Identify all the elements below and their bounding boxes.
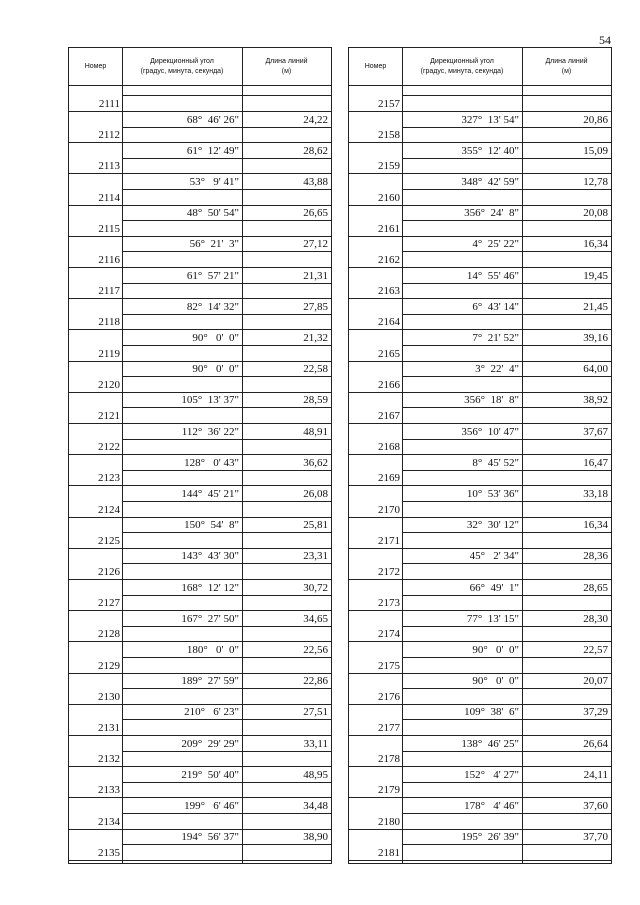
row-separator: [402, 314, 612, 315]
direction-angle: 128° 0' 43": [184, 456, 239, 469]
direction-angle: 68° 46' 26": [186, 113, 239, 126]
line-length: 23,31: [303, 550, 328, 563]
point-number: 2169: [349, 472, 401, 484]
point-number: 2172: [349, 566, 401, 578]
direction-angle: 3° 22' 4": [475, 363, 519, 376]
line-length: 22,57: [583, 643, 608, 656]
point-number: 2115: [69, 223, 121, 235]
direction-angle: 90° 0' 0": [192, 363, 239, 376]
page-number: 54: [599, 33, 611, 47]
line-length: 33,11: [303, 737, 328, 750]
point-number: 2132: [69, 753, 121, 765]
point-number: 2131: [69, 722, 121, 734]
direction-angle: 356° 10' 47": [461, 425, 519, 438]
point-number: 2128: [69, 628, 121, 640]
table-header: [349, 48, 611, 86]
line-length: 28,59: [303, 394, 328, 407]
row-separator: [122, 158, 332, 159]
direction-angle: 7° 21' 52": [472, 331, 519, 344]
direction-angle: 152° 4' 27": [464, 768, 519, 781]
point-number: 2180: [349, 816, 401, 828]
point-number: 2164: [349, 316, 401, 328]
line-length: 43,88: [303, 175, 328, 188]
direction-angle: 199° 6' 46": [184, 799, 239, 812]
line-length: 33,18: [583, 487, 608, 500]
row-separator: [122, 719, 332, 720]
point-number: 2178: [349, 753, 401, 765]
table-header: [69, 48, 331, 86]
line-length: 34,65: [303, 612, 328, 625]
direction-angle: 45° 2' 34": [469, 550, 519, 563]
direction-angle: 195° 26' 39": [461, 831, 519, 844]
direction-angle: 61° 57' 21": [186, 269, 239, 282]
line-length: 27,51: [303, 706, 328, 719]
line-length: 64,00: [583, 363, 608, 376]
row-separator: [402, 657, 612, 658]
direction-angle: 82° 14' 32": [186, 300, 239, 313]
direction-angle: 10° 53' 36": [466, 487, 519, 500]
point-number: 2130: [69, 691, 121, 703]
point-number: 2127: [69, 597, 121, 609]
line-length: 27,85: [303, 300, 328, 313]
row-separator: [122, 127, 332, 128]
line-length: 37,70: [583, 831, 608, 844]
line-length: 24,11: [583, 768, 608, 781]
row-separator: [402, 813, 612, 814]
row-separator: [402, 283, 612, 284]
line-length: 16,34: [583, 519, 608, 532]
point-number: 2112: [69, 129, 121, 141]
header-subrow: [402, 86, 612, 96]
point-number: 2135: [69, 847, 121, 859]
point-number: 2125: [69, 535, 121, 547]
point-number: 2166: [349, 379, 401, 391]
point-number: 2134: [69, 816, 121, 828]
line-length: 34,48: [303, 799, 328, 812]
header-angle: Дирекционный угол (градус, минута, секунда): [140, 58, 224, 75]
direction-angle: 90° 0' 0": [192, 331, 239, 344]
direction-angle: 143° 43' 30": [181, 550, 239, 563]
point-number: 2165: [349, 348, 401, 360]
line-length: 28,30: [583, 612, 608, 625]
point-number: 2113: [69, 160, 121, 172]
row-separator: [122, 314, 332, 315]
direction-angle: 348° 42' 59": [461, 175, 519, 188]
row-separator: [402, 532, 612, 533]
row-separator: [122, 439, 332, 440]
line-length: 24,22: [303, 113, 328, 126]
row-separator: [402, 626, 612, 627]
header-length: Длина линий (м): [265, 58, 308, 75]
line-length: 20,07: [583, 675, 608, 688]
direction-angle: 66° 49' 1": [469, 581, 519, 594]
point-number: 2123: [69, 472, 121, 484]
row-separator: [402, 595, 612, 596]
direction-angle: 90° 0' 0": [472, 675, 519, 688]
direction-angle: 356° 24' 8": [464, 207, 519, 220]
header-point: Номер: [84, 63, 107, 70]
line-length: 30,72: [303, 581, 328, 594]
row-separator: [122, 407, 332, 408]
row-separator: [122, 688, 332, 689]
direction-angle: 48° 50' 54": [186, 207, 239, 220]
line-length: 15,09: [583, 144, 608, 157]
point-number: 2119: [69, 348, 121, 360]
line-length: 26,64: [583, 737, 608, 750]
row-separator: [122, 844, 332, 845]
direction-angle: 327° 13' 54": [461, 113, 519, 126]
row-separator: [402, 782, 612, 783]
direction-angle: 219° 50' 40": [181, 768, 239, 781]
line-length: 37,67: [583, 425, 608, 438]
point-number: 2158: [349, 129, 401, 141]
row-separator: [122, 251, 332, 252]
direction-angle: 109° 38' 6": [464, 706, 519, 719]
row-separator: [122, 376, 332, 377]
point-number: 2157: [349, 98, 401, 110]
direction-angle: 77° 13' 15": [466, 612, 519, 625]
row-separator: [122, 563, 332, 564]
point-number: 2129: [69, 660, 121, 672]
point-number: 2116: [69, 254, 121, 266]
direction-angle: 356° 18' 8": [464, 394, 519, 407]
direction-angle: 180° 0' 0": [186, 643, 239, 656]
header-point: Номер: [364, 63, 387, 70]
line-length: 38,92: [583, 394, 608, 407]
point-number: 2181: [349, 847, 401, 859]
point-number: 2124: [69, 504, 121, 516]
direction-angle: 189° 27' 59": [181, 675, 239, 688]
row-separator: [122, 501, 332, 502]
line-length: 26,65: [303, 207, 328, 220]
row-separator: [402, 251, 612, 252]
row-separator: [122, 657, 332, 658]
line-length: 22,56: [303, 643, 328, 656]
header-length: Длина линий (м): [545, 58, 588, 75]
line-length: 37,60: [583, 799, 608, 812]
row-separator: [122, 595, 332, 596]
point-number: 2159: [349, 160, 401, 172]
direction-angle: 167° 27' 50": [181, 612, 239, 625]
row-separator: [402, 501, 612, 502]
line-length: 21,32: [303, 331, 328, 344]
point-number: 2118: [69, 316, 121, 328]
line-length: 26,08: [303, 487, 328, 500]
line-length: 38,90: [303, 831, 328, 844]
row-separator: [402, 719, 612, 720]
line-length: 19,45: [583, 269, 608, 282]
point-number: 2173: [349, 597, 401, 609]
point-number: 2176: [349, 691, 401, 703]
line-length: 16,34: [583, 238, 608, 251]
point-number: 2175: [349, 660, 401, 672]
line-length: 28,36: [583, 550, 608, 563]
point-number: 2170: [349, 504, 401, 516]
line-length: 27,12: [303, 238, 328, 251]
direction-angle: 355° 12' 40": [461, 144, 519, 157]
row-separator: [402, 844, 612, 845]
row-separator: [402, 751, 612, 752]
line-length: 39,16: [583, 331, 608, 344]
direction-angle: 8° 45' 52": [472, 456, 519, 469]
point-number: 2120: [69, 379, 121, 391]
line-length: 25,81: [303, 519, 328, 532]
line-length: 37,29: [583, 706, 608, 719]
line-length: 22,58: [303, 363, 328, 376]
direction-angle: 14° 55' 46": [466, 269, 519, 282]
point-number: 2126: [69, 566, 121, 578]
row-separator: [122, 283, 332, 284]
point-number: 2179: [349, 784, 401, 796]
line-length: 36,62: [303, 456, 328, 469]
direction-angle: 150° 54' 8": [184, 519, 239, 532]
point-number: 2171: [349, 535, 401, 547]
point-number: 2117: [69, 285, 121, 297]
direction-angle: 210° 6' 23": [184, 706, 239, 719]
row-separator: [122, 345, 332, 346]
row-separator: [402, 439, 612, 440]
line-length: 28,65: [583, 581, 608, 594]
row-separator: [402, 189, 612, 190]
row-separator: [122, 813, 332, 814]
direction-angle: 6° 43' 14": [472, 300, 519, 313]
line-length: 20,08: [583, 207, 608, 220]
row-separator: [122, 220, 332, 221]
row-separator: [122, 782, 332, 783]
direction-angle: 144° 45' 21": [181, 487, 239, 500]
line-length: 48,91: [303, 425, 328, 438]
point-number: 2111: [69, 98, 121, 110]
point-number: 2122: [69, 441, 121, 453]
direction-angle: 209° 29' 29": [181, 737, 239, 750]
line-length: 48,95: [303, 768, 328, 781]
direction-angle: 112° 36' 22": [181, 425, 239, 438]
direction-angle: 168° 12' 12": [181, 581, 239, 594]
direction-angle: 61° 12' 49": [186, 144, 239, 157]
direction-angle: 53° 9' 41": [189, 175, 239, 188]
line-length: 28,62: [303, 144, 328, 157]
coordinates-table-right: [348, 47, 612, 864]
line-length: 16,47: [583, 456, 608, 469]
point-number: 2167: [349, 410, 401, 422]
row-separator: [122, 532, 332, 533]
point-number: 2174: [349, 628, 401, 640]
header-subrow: [122, 86, 332, 96]
row-separator: [122, 189, 332, 190]
line-length: 22,86: [303, 675, 328, 688]
point-number: 2168: [349, 441, 401, 453]
row-separator: [402, 376, 612, 377]
line-length: 21,31: [303, 269, 328, 282]
direction-angle: 194° 56' 37": [181, 831, 239, 844]
point-number: 2177: [349, 722, 401, 734]
header-angle: Дирекционный угол (градус, минута, секунда): [420, 58, 504, 75]
row-separator: [402, 220, 612, 221]
line-length: 21,45: [583, 300, 608, 313]
line-length: 20,86: [583, 113, 608, 126]
line-length: 12,78: [583, 175, 608, 188]
row-separator: [402, 345, 612, 346]
row-separator: [402, 127, 612, 128]
point-number: 2163: [349, 285, 401, 297]
direction-angle: 32° 30' 12": [466, 519, 519, 532]
point-number: 2161: [349, 223, 401, 235]
point-number: 2162: [349, 254, 401, 266]
point-number: 2114: [69, 192, 121, 204]
row-separator: [402, 470, 612, 471]
row-separator: [122, 470, 332, 471]
coordinates-table-left: [68, 47, 332, 864]
row-separator: [122, 626, 332, 627]
row-separator: [122, 751, 332, 752]
row-separator: [402, 563, 612, 564]
point-number: 2160: [349, 192, 401, 204]
direction-angle: 178° 4' 46": [464, 799, 519, 812]
point-number: 2133: [69, 784, 121, 796]
row-separator: [402, 158, 612, 159]
direction-angle: 105° 13' 37": [181, 394, 239, 407]
row-separator: [402, 688, 612, 689]
direction-angle: 4° 25' 22": [472, 238, 519, 251]
direction-angle: 90° 0' 0": [472, 643, 519, 656]
direction-angle: 56° 21' 3": [189, 238, 239, 251]
direction-angle: 138° 46' 25": [461, 737, 519, 750]
row-separator: [402, 407, 612, 408]
point-number: 2121: [69, 410, 121, 422]
